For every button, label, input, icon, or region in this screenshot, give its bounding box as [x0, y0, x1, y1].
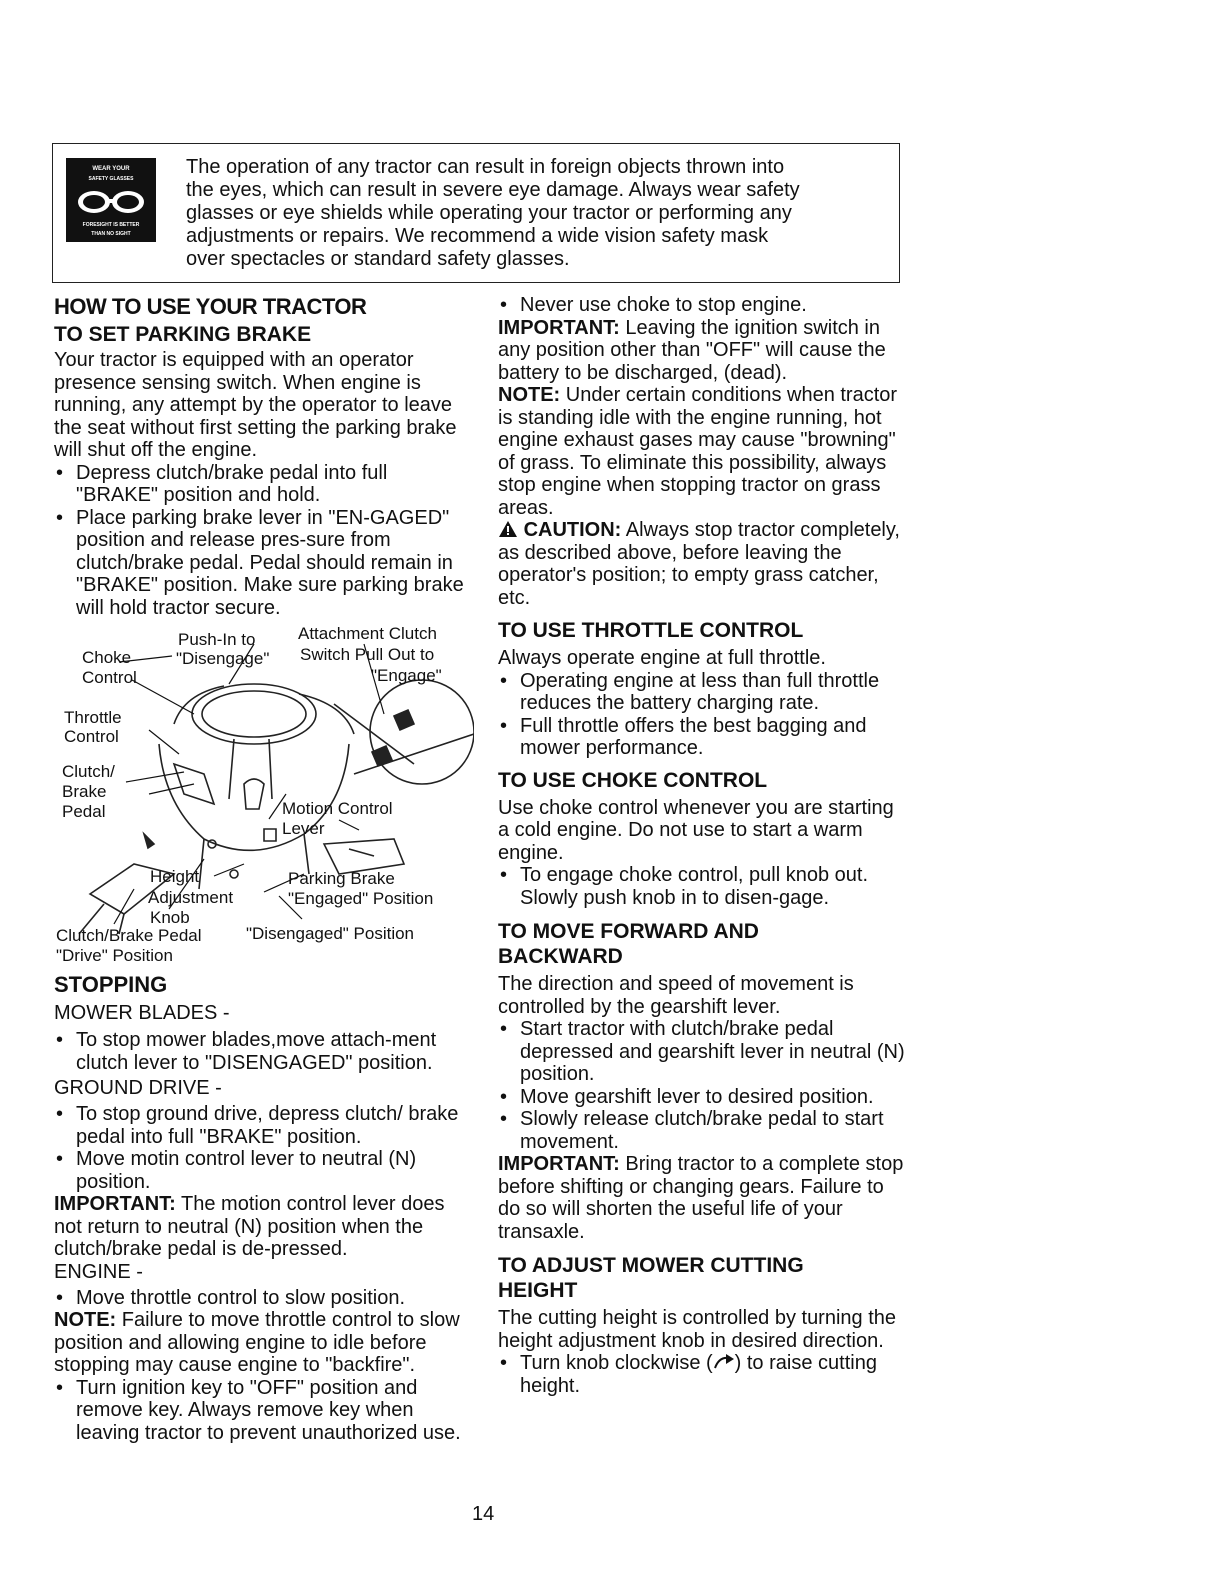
- ground-drive-bullet: • To stop ground drive, depress clutch/ brake pedal into full "BRAKE" position.: [54, 1103, 464, 1148]
- label-engage: "Engage": [371, 666, 442, 685]
- stopping-heading: STOPPING: [54, 972, 168, 997]
- mower-blades-bullet: • To stop mower blades,move attach-ment clutch lever to "DISENGAGED" position.: [54, 1029, 464, 1074]
- engine-bullet: • Move throttle control to slow position.: [54, 1287, 464, 1310]
- tractor-controls-diagram: [54, 624, 474, 974]
- browning-note: [498, 384, 908, 519]
- parking-brake-heading: TO SET PARKING BRAKE: [54, 323, 312, 346]
- warning-line: over spectacles or standard safety glasses.: [186, 248, 570, 270]
- icon-text-1: WEAR YOUR: [92, 166, 130, 172]
- label-disengaged-position: "Disengaged" Position: [246, 924, 415, 943]
- label-knob: Knob: [150, 908, 190, 927]
- label-choke: Choke: [82, 648, 132, 667]
- label-height: Height: [150, 867, 200, 886]
- important-label: IMPORTANT:: [498, 316, 620, 339]
- ground-drive-bullet: • Move motin control lever to neutral (N) position.: [54, 1148, 464, 1193]
- move-body: The direction and speed of movement is controlled by the gearshift lever.: [498, 973, 854, 1018]
- warning-line: the eyes, which can result in severe eye damage. Always wear safety: [186, 179, 800, 201]
- important-gears: [498, 1153, 908, 1243]
- safety-glasses-icon: [66, 158, 156, 242]
- height-body: The cutting height is controlled by turning the height adjustment knob in desired direction.: [498, 1307, 897, 1352]
- label-engaged-position: "Engaged" Position: [288, 889, 434, 908]
- choke-engage-bullet: • To engage choke control, pull knob out. Slowly push knob in to disen-gage.: [498, 864, 908, 909]
- parking-brake-body: Your tractor is equipped with an operator presence sensing switch. When engine is running, any attempt by the operator to leave the seat without first setting the parking brake will shut off the engine.: [54, 349, 457, 461]
- label-drive-position: "Drive" Position: [56, 946, 173, 965]
- move-bullet: • Slowly release clutch/brake pedal to start movement.: [498, 1108, 908, 1153]
- icon-text-2: SAFETY GLASSES: [88, 176, 134, 182]
- caution-icon: [498, 519, 518, 541]
- label-brake: Brake: [62, 782, 107, 801]
- ground-drive-label: GROUND DRIVE -: [54, 1077, 222, 1099]
- label-throttle-control: Control: [64, 727, 119, 746]
- label-pedal: Pedal: [62, 802, 106, 821]
- choke-heading: TO USE CHOKE CONTROL: [498, 768, 768, 792]
- note-label: NOTE:: [54, 1309, 117, 1331]
- height-bullet: [498, 1352, 908, 1397]
- important-ignition: [498, 317, 908, 385]
- label-clutch-brake-pedal: Clutch/Brake Pedal: [56, 926, 202, 945]
- icon-text-3: FORESIGHT IS BETTER: [82, 222, 140, 228]
- label-attachment-clutch: Attachment Clutch: [298, 624, 437, 643]
- warning-line: The operation of any tractor can result in foreign objects thrown into: [186, 156, 785, 178]
- label-disengage: "Disengage": [176, 649, 270, 668]
- label-motion-control: Motion Control: [282, 799, 393, 818]
- important-text: Leaving the ignition switch in any position other than "OFF" will cause the battery to be discharged, (dead).: [498, 316, 886, 384]
- note-text: Failure to move throttle control to slow position and allowing engine to idle before stopping may cause engine to "backfire".: [54, 1309, 460, 1376]
- move-bullet: • Start tractor with clutch/brake pedal depressed and gearshift lever in neutral (N) position.: [498, 1018, 908, 1086]
- move-heading: TO MOVE FORWARD AND BACKWARD: [498, 920, 759, 968]
- height-heading: TO ADJUST MOWER CUTTING HEIGHT: [498, 1254, 804, 1302]
- page-number: 14: [472, 1503, 495, 1525]
- label-choke-control: Control: [82, 668, 137, 687]
- label-switch-pull: Switch Pull Out to: [300, 645, 435, 664]
- parking-bullet: • Place parking brake lever in "EN-GAGED" position and release pres-sure from clutch/brake pedal. Pedal should remain in "BRAKE" position. Make sure parking brake will hold tractor secure.: [54, 507, 464, 620]
- label-adjustment: Adjustment: [148, 888, 234, 907]
- note-label: NOTE:: [498, 384, 561, 406]
- warning-line: glasses or eye shields while operating your tractor or performing any: [186, 202, 792, 224]
- choke-bullet: • Never use choke to stop engine.: [498, 294, 908, 317]
- height-bullet-post: ) to raise cutting height.: [520, 1352, 877, 1397]
- left-column-top: [54, 294, 464, 619]
- section-title: HOW TO USE YOUR TRACTOR: [54, 294, 367, 319]
- throttle-bullet: • Operating engine at less than full throttle reduces the battery charging rate.: [498, 670, 908, 715]
- right-column: [498, 294, 908, 1397]
- parking-bullet: • Depress clutch/brake pedal into full "BRAKE" position and hold.: [54, 462, 464, 507]
- caution-text: Always stop tractor completely, as described above, before leaving the operator's position; to empty grass catcher, etc.: [498, 519, 900, 609]
- engine-note: [54, 1309, 464, 1377]
- left-column-bottom: [54, 972, 464, 1444]
- label-clutch: Clutch/: [62, 762, 115, 781]
- label-lever: Lever: [282, 819, 325, 838]
- engine-label: ENGINE -: [54, 1260, 143, 1283]
- throttle-heading: TO USE THROTTLE CONTROL: [498, 619, 804, 642]
- throttle-body: Always operate engine at full throttle.: [498, 647, 826, 669]
- mower-blades-label: MOWER BLADES -: [54, 1002, 230, 1024]
- note-text: Under certain conditions when tractor is standing idle with the engine running, hot engine exhaust gases may cause "browning" of grass. To eliminate this possibility, always stop engine when stopping tractor on grass areas.: [498, 384, 898, 519]
- important-text: The motion control lever does not return to neutral (N) position when the clutch/brake pedal is de-pressed.: [54, 1193, 445, 1260]
- stopping-important: [54, 1193, 464, 1261]
- choke-body: Use choke control whenever you are starting a cold engine. Do not use to start a warm engine.: [498, 796, 894, 864]
- safety-warning-text: [186, 156, 886, 271]
- caution-label: CAUTION:: [523, 519, 622, 541]
- important-label: IMPORTANT:: [54, 1193, 176, 1215]
- important-text: Bring tractor to a complete stop before shifting or changing gears. Failure to do so will shorten the useful life of your transaxle.: [498, 1153, 904, 1243]
- label-throttle: Throttle: [64, 708, 122, 727]
- move-bullet: • Move gearshift lever to desired position.: [498, 1086, 908, 1109]
- height-bullet-pre: Turn knob clockwise (: [520, 1352, 713, 1374]
- caution-paragraph: [498, 519, 908, 609]
- label-push-in: Push-In to: [178, 630, 256, 649]
- throttle-bullet: • Full throttle offers the best bagging and mower performance.: [498, 715, 908, 760]
- icon-text-4: THAN NO SIGHT: [91, 231, 131, 237]
- important-label: IMPORTANT:: [498, 1153, 620, 1175]
- warning-line: adjustments or repairs. We recommend a wide vision safety mask: [186, 225, 769, 247]
- ignition-bullet: • Turn ignition key to "OFF" position and remove key. Always remove key when leaving tractor to prevent unauthorized use.: [54, 1377, 464, 1445]
- label-parking-brake: Parking Brake: [288, 869, 395, 888]
- clockwise-arrow-icon: [713, 1352, 735, 1374]
